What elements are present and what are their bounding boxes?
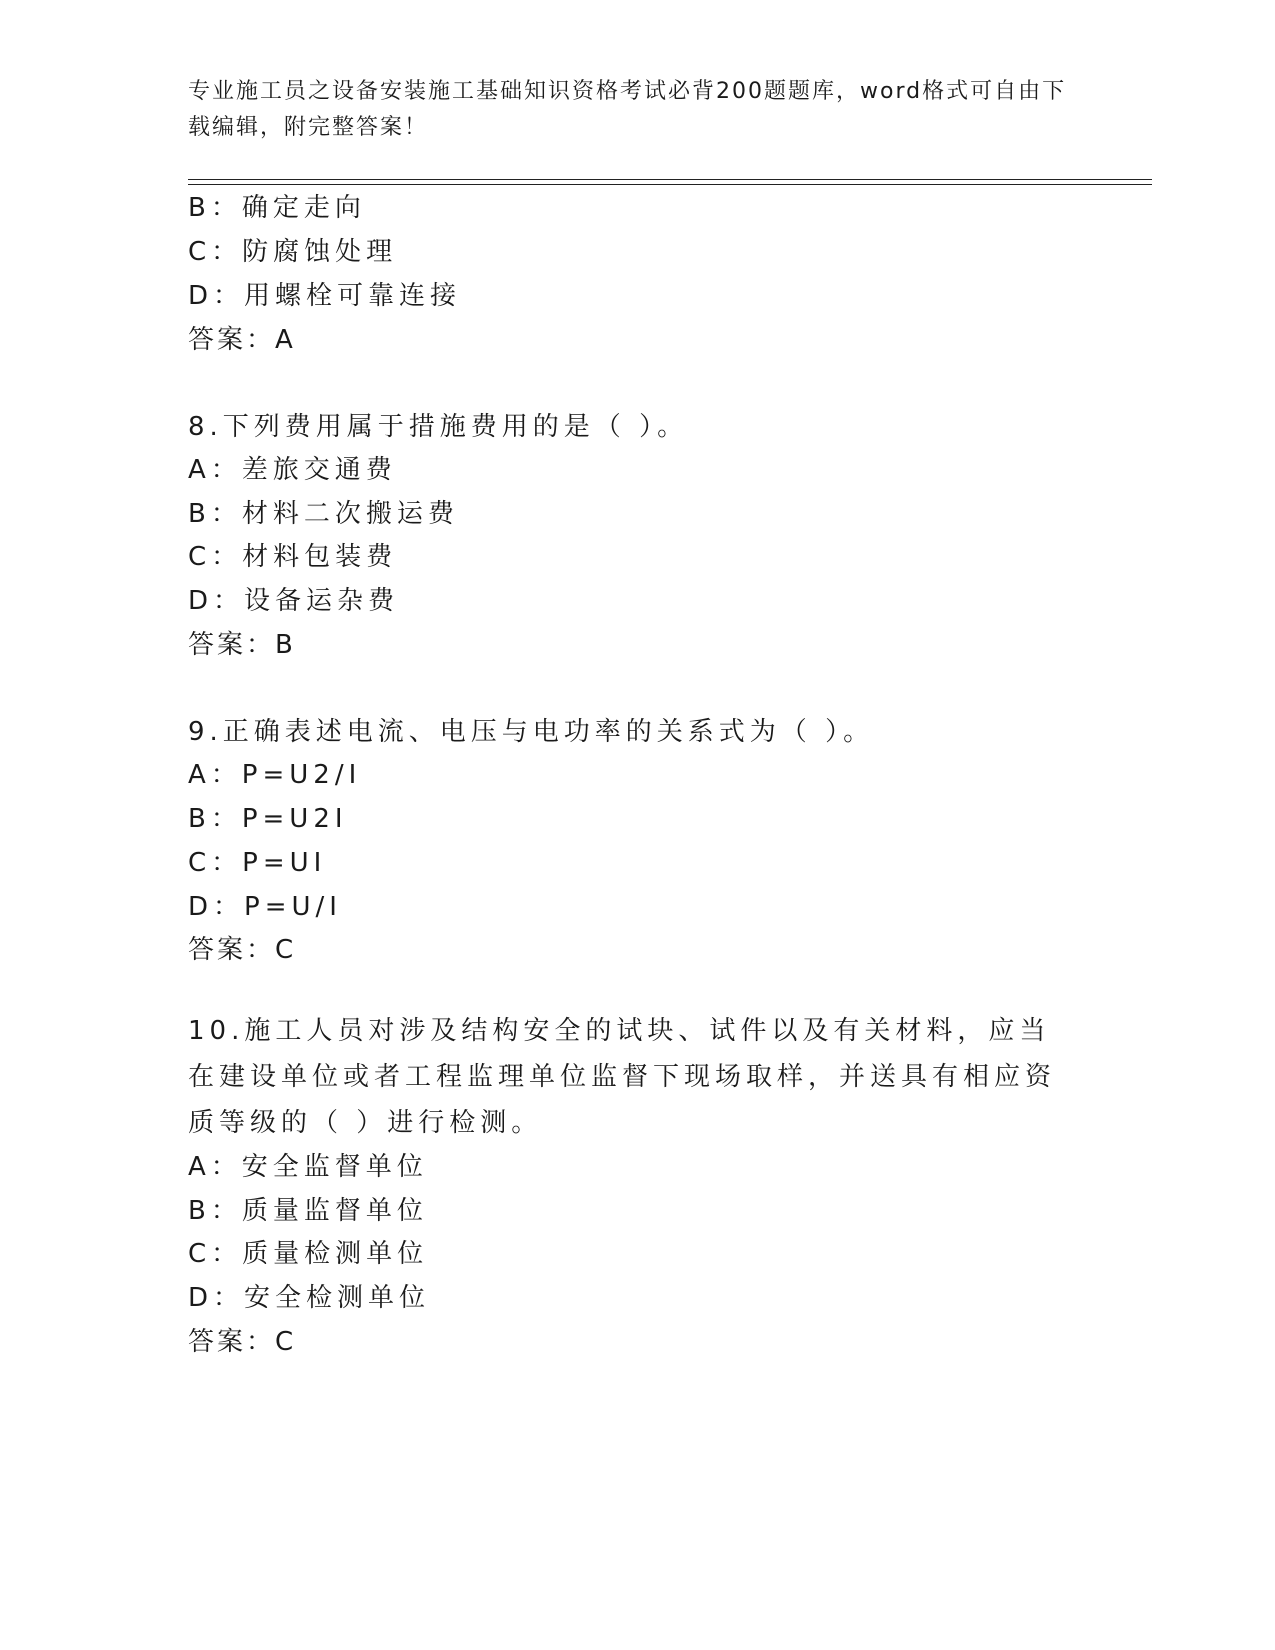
q8-option-d: D：设备运杂费 xyxy=(188,586,400,616)
q8-option-b: B：材料二次搬运费 xyxy=(188,499,459,529)
q10-option-d: D：安全检测单位 xyxy=(188,1283,431,1313)
q9-option-d: D：P=U/I xyxy=(188,892,342,922)
prev-answer: 答案：A xyxy=(188,325,296,355)
q9-option-c: C：P=UI xyxy=(188,848,327,878)
document-header: 专业施工员之设备安装施工基础知识资格考试必背200题题库，word格式可自由下载编辑，附完整答案！ xyxy=(188,79,1067,140)
prev-option-b: B：确定走向 xyxy=(188,193,366,223)
q10-option-b: B：质量监督单位 xyxy=(188,1196,428,1226)
q9-question: 9.正确表述电流、电压与电功率的关系式为（ ）。 xyxy=(188,717,875,747)
q10-option-c: C：质量检测单位 xyxy=(188,1239,429,1269)
prev-option-c: C：防腐蚀处理 xyxy=(188,237,398,267)
q9-answer: 答案：C xyxy=(188,935,297,965)
q8-question: 8.下列费用属于措施费用的是（ ）。 xyxy=(188,412,689,442)
prev-option-d: D：用螺栓可靠连接 xyxy=(188,281,462,311)
q8-option-c: C：材料包装费 xyxy=(188,542,398,572)
q9-option-b: B：P=U2I xyxy=(188,804,348,834)
q10-question: 10.施工人员对涉及结构安全的试块、试件以及有关材料，应当在建设单位或者工程监理单位监督下现场取样，并送具有相应资质等级的（ ）进行检测。 xyxy=(188,1016,1057,1138)
q8-answer: 答案：B xyxy=(188,630,296,660)
header-rule-bottom xyxy=(188,184,1152,185)
q9-option-a: A：P=U2/I xyxy=(188,760,362,790)
header-rule-top xyxy=(188,179,1152,180)
q10-option-a: A：安全监督单位 xyxy=(188,1152,428,1182)
q8-option-a: A：差旅交通费 xyxy=(188,455,397,485)
q10-answer: 答案：C xyxy=(188,1327,297,1357)
